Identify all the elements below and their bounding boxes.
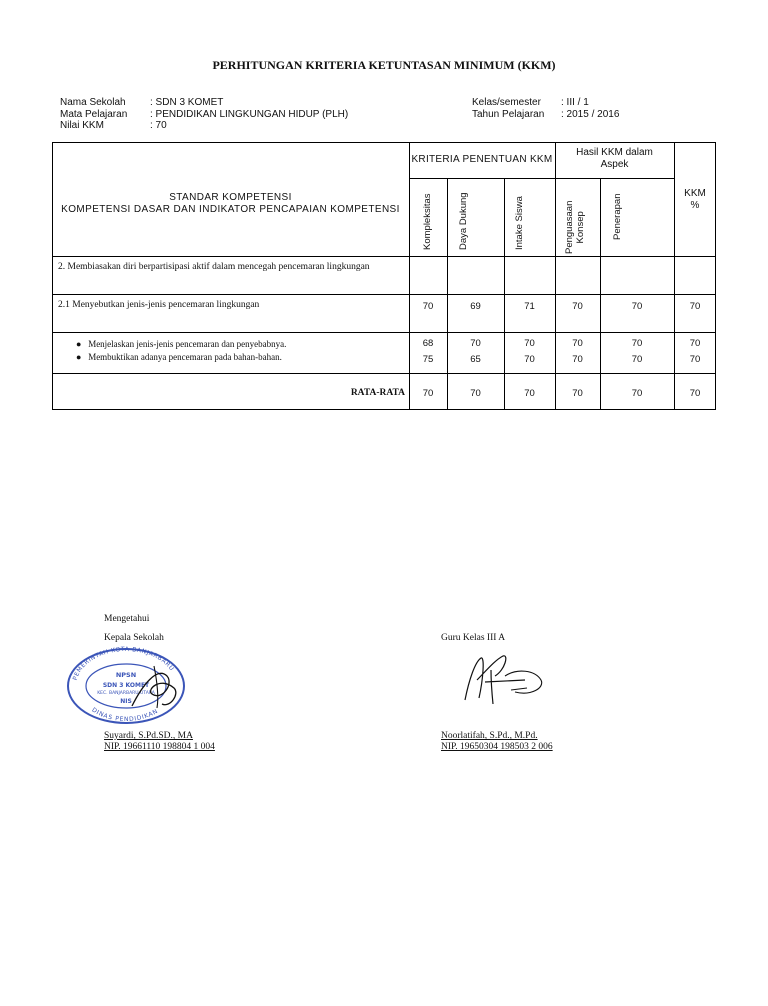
row-divider-2 — [52, 294, 716, 295]
kd-daya-dukung: 69 — [470, 301, 481, 312]
stamp-city: KEC. BANJARBARU UTARA — [97, 691, 155, 696]
rata-daya-dukung: 70 — [470, 388, 481, 399]
guru-nip: NIP. 19650304 198503 2 006 — [441, 742, 553, 752]
col-kompleksitas: Kompleksitas — [422, 193, 433, 250]
label-mata-pelajaran: Mata Pelajaran — [60, 108, 128, 120]
col-divider-6 — [674, 142, 675, 410]
ind2-intake: 70 — [524, 354, 535, 365]
label-kelas-semester: Kelas/semester — [472, 97, 541, 108]
value-nama-sekolah: : SDN 3 KOMET — [150, 97, 224, 108]
stamp-nis: NIS — [120, 698, 132, 705]
kepala-sekolah-name: Suyardi, S.Pd.SD., MA — [104, 731, 193, 741]
col-divider-3 — [504, 178, 505, 410]
sk-subtitle: KOMPETENSI DASAR DAN INDIKATOR PENCAPAIAN KOMPETENSI — [61, 204, 400, 215]
list-item: ● Membuktikan adanya pencemaran pada bahan-bahan. — [76, 351, 282, 362]
label-tahun-pelajaran: Tahun Pelajaran — [472, 108, 545, 120]
kd-penerapan: 70 — [631, 301, 643, 312]
label-nama-sekolah: Nama Sekolah — [60, 97, 126, 108]
kepala-sekolah-nip: NIP. 19661110 198804 1 004 — [104, 742, 215, 752]
indicator-list — [76, 338, 286, 363]
stamp-text-top: PEMERINTAH KOTA BANJARBARU — [71, 646, 176, 682]
ind2-kompleksitas: 75 — [422, 354, 434, 365]
rata-rata-label: RATA-RATA — [350, 388, 405, 398]
ind1-intake: 70 — [524, 338, 535, 349]
document-title: PERHITUNGAN KRITERIA KETUNTASAN MINIMUM (KKM) — [212, 58, 556, 72]
row-divider-1 — [52, 256, 716, 257]
col-penguasaan-konsep — [564, 201, 586, 254]
kkm-line-1: KKM — [684, 188, 706, 199]
value-nilai-kkm: : 70 — [150, 120, 167, 131]
col-divider-2 — [447, 178, 448, 410]
row-divider-3 — [52, 332, 716, 333]
kd-kkm: 70 — [689, 301, 701, 312]
penguasaan-line-2: Konsep — [575, 211, 586, 244]
value-mata-pelajaran: : PENDIDIKAN LINGKUNGAN HIDUP (PLH) — [150, 108, 349, 120]
col-divider-5 — [600, 178, 601, 410]
header-hasil — [555, 147, 674, 171]
guru-signature — [455, 650, 555, 710]
col-daya-dukung: Daya Dukung — [458, 192, 469, 250]
value-tahun-pelajaran: : 2015 / 2016 — [561, 108, 620, 120]
stamp-npsn: NPSN — [115, 671, 137, 679]
ind2-penerapan: 70 — [631, 354, 643, 365]
col-divider-4 — [555, 142, 556, 410]
indicator-2-text: Membuktikan adanya pencemaran pada bahan-bahan. — [88, 351, 282, 362]
header-kkm — [674, 188, 716, 212]
rata-penguasaan: 70 — [572, 388, 583, 399]
ind2-daya-dukung: 65 — [470, 354, 481, 365]
kd-penguasaan: 70 — [572, 301, 583, 312]
row-divider-4 — [52, 373, 716, 374]
rata-kkm: 70 — [689, 388, 701, 399]
ind1-kompleksitas: 68 — [422, 338, 434, 349]
guru-name: Noorlatifah, S.Pd., M.Pd. — [441, 731, 538, 741]
stamp-text-bottom: DINAS PENDIDIKAN — [90, 706, 160, 724]
ind1-penguasaan: 70 — [572, 338, 583, 349]
kd-intake: 71 — [524, 301, 535, 312]
ind2-kkm: 70 — [689, 354, 701, 365]
mengetahui-text: Mengetahui — [104, 614, 150, 624]
ind1-daya-dukung: 70 — [470, 338, 481, 349]
label-nilai-kkm: Nilai KKM — [60, 120, 104, 131]
hasil-line-2: Aspek — [600, 159, 629, 170]
indicator-1-text: Menjelaskan jenis-jenis pencemaran dan penyebabnya. — [88, 339, 287, 349]
sk-row-text: 2. Membiasakan diri berpartisipasi aktif dalam mencegah pencemaran lingkungan — [58, 262, 370, 272]
header-kriteria: KRITERIA PENENTUAN KKM — [411, 154, 553, 165]
school-info — [60, 97, 348, 132]
rata-penerapan: 70 — [631, 388, 643, 399]
col-divider-1 — [409, 142, 410, 410]
ind1-penerapan: 70 — [631, 338, 643, 349]
hasil-line-1: Hasil KKM dalam — [576, 147, 653, 158]
rata-intake: 70 — [524, 388, 535, 399]
kd-row-text: 2.1 Menyebutkan jenis-jenis pencemaran lingkungan — [58, 300, 260, 310]
ind1-kkm: 70 — [689, 338, 701, 349]
col-intake-siswa: Intake Siswa — [514, 196, 525, 250]
kkm-line-2: % — [690, 200, 700, 211]
kepala-sekolah-label: Kepala Sekolah — [104, 633, 164, 643]
penguasaan-line-1: Penguasaan — [564, 200, 575, 254]
list-item: ● Menjelaskan jenis-jenis pencemaran dan penyebabnya. — [76, 339, 287, 349]
stamp-school: SDN 3 KOMET — [102, 682, 150, 689]
header-standar-kompetensi — [52, 192, 409, 216]
rata-kompleksitas: 70 — [422, 388, 434, 399]
col-penerapan: Penerapan — [612, 193, 623, 240]
school-stamp — [62, 646, 192, 726]
kkm-table — [52, 142, 716, 410]
guru-kelas-label: Guru Kelas III A — [441, 633, 506, 643]
class-info — [472, 97, 619, 120]
table-border — [52, 142, 716, 410]
header-divider — [409, 178, 674, 179]
kd-kompleksitas: 70 — [422, 301, 434, 312]
value-kelas-semester: : III / 1 — [561, 97, 589, 108]
sk-title: STANDAR KOMPETENSI — [169, 192, 292, 203]
ind2-penguasaan: 70 — [572, 354, 583, 365]
